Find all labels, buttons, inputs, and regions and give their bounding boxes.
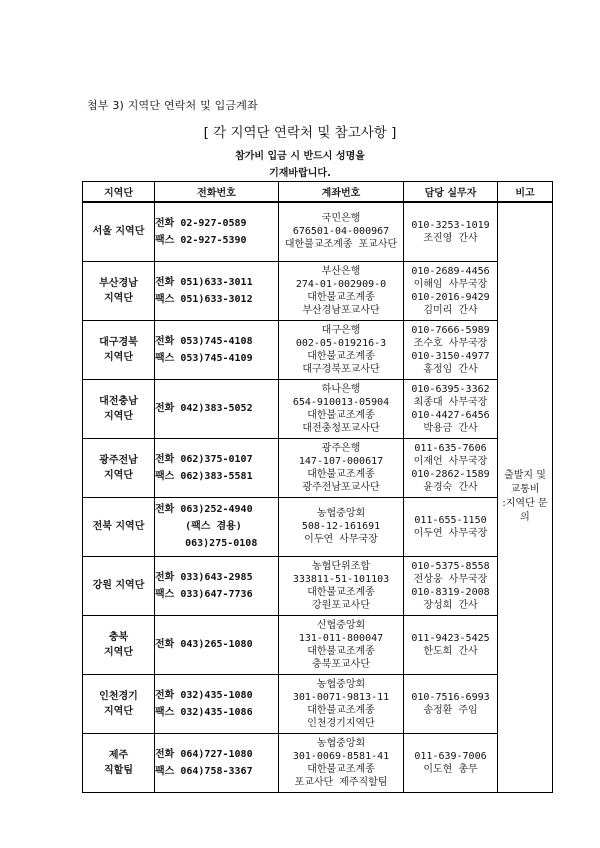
account-cell bbox=[279, 320, 404, 379]
account-cell-line: 광주전남포교사단 bbox=[302, 481, 380, 493]
staff-cell-line: 최종대 사무국장 bbox=[413, 396, 488, 408]
staff-cell bbox=[404, 733, 498, 792]
account-cell-line: 포교사단 제주직할팀 bbox=[294, 776, 388, 788]
account-cell-line: 신협중앙회 bbox=[316, 619, 366, 631]
table-row bbox=[83, 438, 553, 497]
region-cell-line: 인천경기 bbox=[99, 690, 138, 702]
region-cell-line: 지역단 bbox=[104, 351, 133, 363]
title-close-bracket: ] bbox=[391, 125, 397, 141]
phone-cell-line: 전화 032)435-1080 bbox=[155, 689, 253, 701]
phone-cell-line: 팩스 033)647-7736 bbox=[155, 588, 253, 600]
staff-cell-line: 이재언 사무국장 bbox=[413, 455, 488, 467]
page-title bbox=[0, 121, 600, 141]
account-cell-line: 508-12-161691 bbox=[301, 521, 381, 532]
table-row bbox=[83, 615, 553, 674]
region-cell-line: 충북 bbox=[108, 631, 129, 643]
staff-cell bbox=[404, 261, 498, 320]
header-phone: 전화번호 bbox=[155, 182, 279, 203]
table-header-row bbox=[83, 182, 553, 203]
account-cell-line: 농협중앙회 bbox=[316, 737, 366, 749]
table-row bbox=[83, 261, 553, 320]
region-cell-line: 지역단 bbox=[104, 410, 133, 422]
header-staff: 담당 실무자 bbox=[404, 182, 498, 203]
region-cell-line: 대구경북 bbox=[99, 336, 138, 348]
phone-cell-line: 팩스 032)435-1086 bbox=[155, 706, 253, 718]
staff-cell-line: 장성희 간사 bbox=[423, 599, 478, 611]
region-cell bbox=[83, 320, 155, 379]
account-cell bbox=[279, 556, 404, 615]
remark-cell-line: 교통비 bbox=[510, 484, 540, 496]
phone-cell-line: 전화 064)727-1080 bbox=[155, 748, 253, 760]
phone-cell bbox=[155, 733, 279, 792]
staff-cell-line: 010-7516-6993 bbox=[411, 691, 490, 703]
staff-cell-line: 010-7666-5989 bbox=[411, 324, 490, 336]
header-account: 계좌번호 bbox=[279, 182, 404, 203]
staff-cell bbox=[404, 320, 498, 379]
header-remark: 비고 bbox=[498, 182, 553, 203]
staff-cell-line: 박용금 간사 bbox=[423, 422, 478, 434]
staff-cell-line: 010-3150-4977 bbox=[411, 350, 490, 362]
staff-cell-line: 011-655-1150 bbox=[414, 514, 487, 526]
region-cell-line: 서울 지역단 bbox=[92, 226, 145, 238]
phone-cell-line: 전화 053)745-4108 bbox=[155, 335, 253, 347]
region-cell-line: 대전충남 bbox=[99, 395, 138, 407]
account-cell-line: 대한불교조계종 bbox=[307, 586, 375, 598]
table-row bbox=[83, 379, 553, 438]
region-cell bbox=[83, 379, 155, 438]
account-cell-line: 147-107-000617 bbox=[298, 455, 384, 467]
region-cell bbox=[83, 261, 155, 320]
table-body bbox=[83, 202, 553, 792]
region-cell-line: 강원 지역단 bbox=[92, 580, 145, 591]
staff-cell-line: 011-9423-5425 bbox=[411, 632, 490, 644]
phone-cell-line: 전화 033)643-2985 bbox=[155, 571, 253, 583]
title-text: 각 지역단 연락처 및 참고사항 bbox=[213, 125, 387, 141]
phone-cell bbox=[155, 438, 279, 497]
account-cell bbox=[279, 615, 404, 674]
account-cell-line: 대전충청포교사단 bbox=[302, 422, 380, 434]
phone-cell bbox=[155, 379, 279, 438]
account-cell-line: 002-05-019216-3 bbox=[295, 337, 387, 349]
account-cell-line: 대한불교조계종 bbox=[307, 291, 375, 303]
phone-cell-line: 전화 043)265-1080 bbox=[155, 639, 253, 650]
region-cell bbox=[83, 497, 155, 556]
staff-cell-line: 이도현 총무 bbox=[423, 763, 478, 775]
staff-cell bbox=[404, 674, 498, 733]
phone-cell-line: 전화 062)375-0107 bbox=[155, 453, 253, 465]
table-row bbox=[83, 497, 553, 556]
account-cell-line: 부산은행 bbox=[321, 265, 361, 277]
staff-cell bbox=[404, 556, 498, 615]
phone-cell-line: 전화 02-927-0589 bbox=[155, 217, 247, 229]
title-open-bracket: [ bbox=[203, 125, 209, 141]
staff-cell-line: 윤경숙 간사 bbox=[423, 481, 478, 493]
account-cell-line: 대한불교조계종 bbox=[307, 350, 375, 362]
notice-line-1: 참가비 입금 시 반드시 성명을 bbox=[235, 151, 365, 162]
region-cell-line: 부산경남 bbox=[99, 277, 138, 289]
phone-cell bbox=[155, 497, 279, 556]
phone-cell-line: 전화 042)383-5052 bbox=[155, 403, 253, 414]
account-cell-line: 인천경기지역단 bbox=[307, 717, 375, 729]
account-cell-line: 하나은행 bbox=[321, 383, 361, 395]
account-cell bbox=[279, 379, 404, 438]
staff-cell-line: 010-3253-1019 bbox=[411, 219, 490, 231]
account-cell bbox=[279, 733, 404, 792]
account-cell-line: 274-01-002909-0 bbox=[295, 278, 387, 290]
staff-cell-line: 김미리 간사 bbox=[423, 304, 478, 316]
staff-cell-line: 010-2689-4456 bbox=[411, 265, 490, 277]
account-cell-line: 대구은행 bbox=[321, 324, 361, 336]
staff-cell-line: 010-2016-9429 bbox=[411, 291, 490, 303]
staff-cell-line: 조수호 사무국장 bbox=[413, 337, 488, 349]
staff-cell bbox=[404, 379, 498, 438]
phone-cell-line: 팩스 062)383-5581 bbox=[155, 470, 253, 482]
account-cell-line: 대한불교조계종 bbox=[307, 468, 375, 480]
region-cell bbox=[83, 438, 155, 497]
phone-cell bbox=[155, 261, 279, 320]
phone-cell bbox=[155, 674, 279, 733]
account-cell bbox=[279, 261, 404, 320]
remark-cell-line: :지역단 문의 bbox=[502, 498, 548, 524]
region-cell-line: 지역단 bbox=[104, 469, 133, 481]
account-cell bbox=[279, 438, 404, 497]
staff-cell-line: 조진영 간사 bbox=[423, 232, 478, 244]
region-cell bbox=[83, 615, 155, 674]
attachment-label: 첨부 3) 지역단 연락처 및 입금계좌 bbox=[87, 99, 258, 112]
staff-cell-line: 010-8319-2008 bbox=[411, 586, 490, 598]
phone-cell-line: 팩스 064)758-3367 bbox=[155, 765, 253, 777]
account-cell-line: 676501-04-000967 bbox=[292, 226, 390, 238]
phone-cell-line: 팩스 051)633-3012 bbox=[155, 293, 253, 305]
account-cell-line: 대한불교조계종 bbox=[307, 704, 375, 716]
remark-cell-line: 출발지 및 bbox=[504, 470, 546, 482]
table-row bbox=[83, 674, 553, 733]
staff-cell-line: 010-2862-1589 bbox=[411, 468, 490, 480]
phone-cell-line: (팩스 겸용) bbox=[155, 521, 242, 532]
phone-cell-line: 063)275-0108 bbox=[155, 538, 258, 549]
phone-cell-line: 팩스 02-927-5390 bbox=[155, 234, 247, 246]
staff-cell-line: 011-635-7606 bbox=[414, 442, 487, 454]
phone-cell-line: 전화 051)633-3011 bbox=[155, 276, 253, 288]
staff-cell-line: 전상웅 사무국장 bbox=[413, 573, 488, 585]
region-cell bbox=[83, 202, 155, 261]
staff-cell-line: 010-5375-8558 bbox=[411, 560, 490, 572]
account-cell bbox=[279, 674, 404, 733]
account-cell-line: 대한불교조계종 bbox=[307, 763, 375, 775]
account-cell-line: 농협중앙회 bbox=[316, 508, 366, 519]
staff-cell-line: 이해임 사무국장 bbox=[413, 278, 488, 290]
staff-cell bbox=[404, 497, 498, 556]
region-cell-line: 지역단 bbox=[104, 705, 133, 717]
region-cell-line: 제주 bbox=[108, 749, 129, 761]
region-cell bbox=[83, 733, 155, 792]
table-row bbox=[83, 733, 553, 792]
phone-cell bbox=[155, 320, 279, 379]
account-cell-line: 301-0071-9813-11 bbox=[292, 691, 390, 703]
staff-cell bbox=[404, 202, 498, 261]
staff-cell-line: 011-639-7006 bbox=[414, 750, 487, 762]
region-cell-line: 직할팀 bbox=[104, 764, 133, 776]
staff-cell-line: 010-6395-3362 bbox=[411, 383, 490, 395]
table-row bbox=[83, 320, 553, 379]
account-cell-line: 충북포교사단 bbox=[312, 658, 370, 670]
account-cell-line: 대한불교조계종 bbox=[307, 409, 375, 421]
phone-cell-line: 팩스 053)745-4109 bbox=[155, 352, 253, 364]
account-cell-line: 광주은행 bbox=[321, 442, 361, 454]
header-region: 지역단 bbox=[83, 182, 155, 203]
staff-cell bbox=[404, 615, 498, 674]
staff-cell-line: 한도희 간사 bbox=[423, 645, 478, 657]
table-row bbox=[83, 202, 553, 261]
account-cell-line: 대한불교조계종 bbox=[307, 645, 375, 657]
region-cell-line: 지역단 bbox=[104, 292, 133, 304]
staff-cell-line: 홍정임 간사 bbox=[423, 363, 478, 375]
region-cell-line: 광주전남 bbox=[99, 454, 138, 466]
region-cell-line: 지역단 bbox=[104, 646, 133, 658]
contacts-table bbox=[82, 181, 553, 793]
phone-cell bbox=[155, 556, 279, 615]
account-cell bbox=[279, 202, 404, 261]
account-cell-line: 부산경남포교사단 bbox=[302, 304, 380, 316]
account-cell bbox=[279, 497, 404, 556]
account-cell-line: 대구경북포교사단 bbox=[302, 363, 380, 375]
account-cell-line: 농협중앙회 bbox=[316, 678, 366, 690]
region-cell bbox=[83, 556, 155, 615]
account-cell-line: 강원포교사단 bbox=[312, 599, 370, 611]
notice-line-2: 기재바랍니다. bbox=[269, 168, 331, 179]
account-cell-line: 이두연 사무국장 bbox=[304, 534, 378, 545]
account-cell-line: 대한불교조계종 포교사단 bbox=[284, 239, 398, 251]
account-cell-line: 333811-51-101103 bbox=[292, 573, 390, 585]
staff-cell-line: 송정환 주임 bbox=[423, 704, 478, 716]
account-cell-line: 농협단위조합 bbox=[312, 560, 370, 572]
staff-cell bbox=[404, 438, 498, 497]
phone-cell bbox=[155, 615, 279, 674]
table-row bbox=[83, 556, 553, 615]
staff-cell-line: 이두연 사무국장 bbox=[413, 527, 488, 539]
phone-cell-line: 전화 063)252-4940 bbox=[155, 504, 253, 515]
region-cell-line: 전북 지역단 bbox=[92, 521, 145, 532]
staff-cell-line: 010-4427-6456 bbox=[411, 409, 490, 421]
account-cell-line: 국민은행 bbox=[321, 213, 361, 225]
phone-cell bbox=[155, 202, 279, 261]
remark-cell bbox=[498, 202, 553, 792]
account-cell-line: 301-0069-8581-41 bbox=[292, 750, 390, 762]
region-cell bbox=[83, 674, 155, 733]
account-cell-line: 654-910013-05904 bbox=[292, 396, 390, 408]
account-cell-line: 131-011-800047 bbox=[298, 632, 384, 644]
